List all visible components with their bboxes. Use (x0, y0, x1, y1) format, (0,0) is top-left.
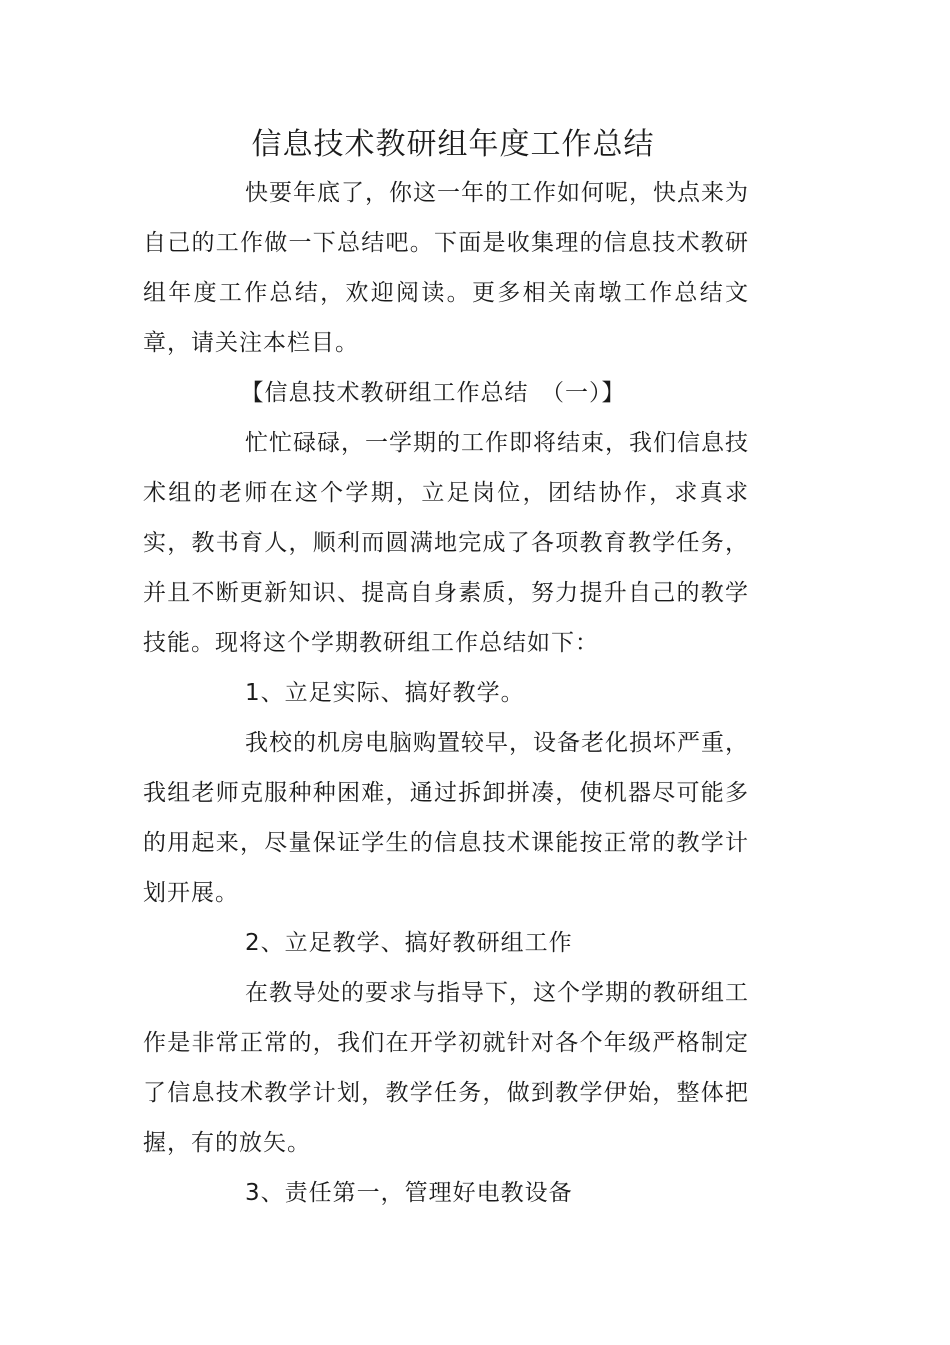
item-heading-2: 2、立足教学、搞好教研组工作 (245, 930, 573, 956)
document-title: 信息技术教研组年度工作总结 (251, 127, 655, 162)
section-title: 【信息技术教研组工作总结 （一）】 (240, 380, 626, 406)
body-paragraph: 我校的机房电脑购置较早，设备老化损坏严重，我组老师克服种种困难，通过拆卸拼凑，使机器尽可能多的用起来，尽量保证学生的信息技术课能按正常的教学计划开展。 (143, 730, 749, 906)
body-paragraph: 在教导处的要求与指导下，这个学期的教研组工作是非常正常的，我们在开学初就针对各个年级严格制定了信息技术教学计划，教学任务，做到教学伊始，整体把握，有的放矢。 (143, 980, 749, 1156)
intro-paragraph: 快要年底了，你这一年的工作如何呢，快点来为自己的工作做一下总结吧。下面是收集理的信息技术教研组年度工作总结，欢迎阅读。更多相关南墩工作总结文章，请关注本栏目。 (143, 180, 749, 356)
item-heading-1: 1、立足实际、搞好教学。 (245, 680, 525, 706)
document-body (143, 168, 749, 1218)
item-heading-3: 3、责任第一，管理好电教设备 (245, 1180, 573, 1206)
body-paragraph: 忙忙碌碌，一学期的工作即将结束，我们信息技术组的老师在这个学期，立足岗位，团结协作，求真求实，教书育人，顺利而圆满地完成了各项教育教学任务，并且不断更新知识、提高自身素质，努力提升自己的教学技能。现将这个学期教研组工作总结如下： (143, 430, 749, 656)
